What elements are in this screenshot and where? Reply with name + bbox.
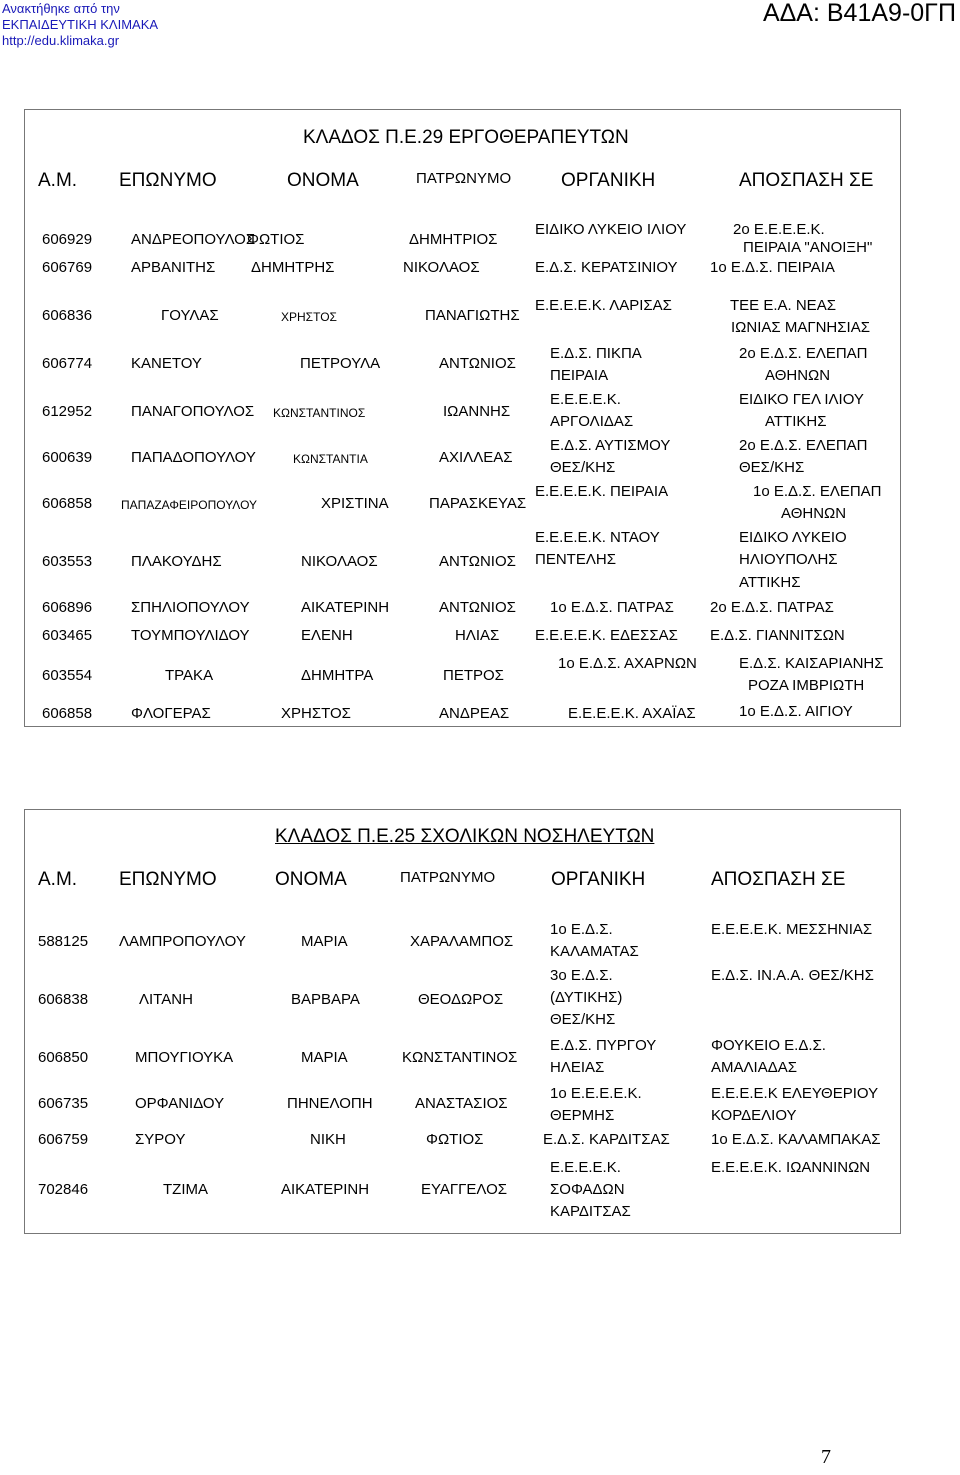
cell-name: ΠΕΤΡΟΥΛΑ: [300, 355, 381, 372]
cell-am: 606769: [42, 259, 93, 276]
cell-secondment: ΤΕΕ Ε.Α. ΝΕΑΣ: [730, 297, 836, 314]
header-organic: ΟΡΓΑΝΙΚΗ: [561, 170, 656, 191]
header-secondment: ΑΠΟΣΠΑΣΗ ΣΕ: [739, 170, 874, 191]
cell-secondment: 1ο Ε.Δ.Σ. ΑΙΓΙΟΥ: [739, 703, 853, 720]
table-pe25: [24, 809, 901, 1234]
cell-secondment: ΗΛΙΟΥΠΟΛΗΣ: [739, 551, 838, 568]
cell-am: 588125: [38, 933, 89, 950]
cell-organic: 1ο Ε.Δ.Σ.: [550, 921, 613, 938]
cell-organic: ΚΑΡΔΙΤΣΑΣ: [550, 1203, 631, 1220]
cell-father: ΠΑΝΑΓΙΩΤΗΣ: [425, 307, 520, 324]
cell-father: ΦΩΤΙΟΣ: [426, 1131, 484, 1148]
cell-father: ΘΕΟΔΩΡΟΣ: [418, 991, 504, 1008]
cell-father: ΙΩΑΝΝΗΣ: [443, 403, 511, 420]
cell-am: 603553: [42, 553, 93, 570]
cell-organic: 1ο Ε.Ε.Ε.Ε.Κ.: [550, 1085, 642, 1102]
cell-secondment: 1ο Ε.Δ.Σ. ΕΛΕΠΑΠ: [753, 483, 882, 500]
cell-secondment: ΕΙΔΙΚΟ ΛΥΚΕΙΟ: [739, 529, 847, 546]
cell-name: ΔΗΜΗΤΡΗΣ: [251, 259, 335, 276]
source-attribution: [2, 1, 158, 49]
header-am: Α.Μ.: [38, 170, 78, 191]
cell-secondment: 2ο Ε.Δ.Σ. ΕΛΕΠΑΠ: [739, 437, 868, 454]
cell-am: 606759: [38, 1131, 89, 1148]
cell-surname: ΠΛΑΚΟΥΔΗΣ: [131, 553, 222, 570]
cell-father: ΔΗΜΗΤΡΙΟΣ: [409, 231, 498, 248]
cell-name: ΧΡΙΣΤΙΝΑ: [321, 495, 389, 512]
cell-name: ΧΡΗΣΤΟΣ: [281, 705, 351, 722]
cell-organic: ΘΕΣ/ΚΗΣ: [550, 1011, 616, 1028]
cell-father: ΑΝΑΣΤΑΣΙΟΣ: [415, 1095, 508, 1112]
table-title: ΚΛΑΔΟΣ Π.Ε.29 ΕΡΓΟΘΕΡΑΠΕΥΤΩΝ: [303, 127, 629, 148]
cell-organic: Ε.Δ.Σ. ΚΕΡΑΤΣΙΝΙΟΥ: [535, 259, 678, 276]
cell-name: ΝΙΚΗ: [310, 1131, 346, 1148]
cell-father: ΑΝΤΩΝΙΟΣ: [439, 355, 516, 372]
cell-am: 606836: [42, 307, 93, 324]
cell-secondment: 2ο Ε.Δ.Σ. ΕΛΕΠΑΠ: [739, 345, 868, 362]
cell-surname: ΟΡΦΑΝΙΔΟΥ: [135, 1095, 225, 1112]
cell-father: ΑΝΤΩΝΙΟΣ: [439, 599, 516, 616]
cell-organic: ΣΟΦΑΔΩΝ: [550, 1181, 625, 1198]
cell-organic: Ε.Δ.Σ. ΠΙΚΠΑ: [550, 345, 642, 362]
cell-organic: Ε.Ε.Ε.Ε.Κ. ΠΕΙΡΑΙΑ: [535, 483, 669, 500]
cell-secondment: 2ο Ε.Ε.Ε.Ε.Κ.: [733, 221, 825, 238]
cell-secondment: Ε.Ε.Ε.Ε.Κ ΕΛΕΥΘΕΡΙΟΥ: [711, 1085, 879, 1102]
cell-secondment: ΠΕΙΡΑΙΑ "ΑΝΟΙΞΗ": [743, 239, 873, 256]
cell-organic: ΠΕΙΡΑΙΑ: [550, 367, 609, 384]
cell-am: 603554: [42, 667, 93, 684]
cell-surname: ΠΑΝΑΓΟΠΟΥΛΟΣ: [131, 403, 255, 420]
cell-am: 606774: [42, 355, 93, 372]
cell-father: ΧΑΡΑΛΑΜΠΟΣ: [410, 933, 514, 950]
cell-name: ΝΙΚΟΛΑΟΣ: [301, 553, 378, 570]
cell-secondment: ΑΘΗΝΩΝ: [781, 505, 847, 522]
header-name: ΟΝΟΜΑ: [275, 869, 347, 890]
cell-organic: Ε.Δ.Σ. ΚΑΡΔΙΤΣΑΣ: [543, 1131, 670, 1148]
cell-am: 612952: [42, 403, 93, 420]
header-secondment: ΑΠΟΣΠΑΣΗ ΣΕ: [711, 869, 846, 890]
cell-secondment: Ε.Ε.Ε.Ε.Κ. ΜΕΣΣΗΝΙΑΣ: [711, 921, 873, 938]
cell-am: 606896: [42, 599, 93, 616]
page-number: 7: [821, 1446, 831, 1468]
cell-surname: ΓΟΥΛΑΣ: [161, 307, 219, 324]
header-father: ΠΑΤΡΩΝΥΜΟ: [400, 869, 496, 886]
cell-secondment: Ε.Δ.Σ. ΙΝ.Α.Α. ΘΕΣ/ΚΗΣ: [711, 967, 874, 984]
cell-father: ΠΕΤΡΟΣ: [443, 667, 504, 684]
cell-name: ΧΡΗΣΤΟΣ: [281, 310, 337, 324]
cell-organic: 1ο Ε.Δ.Σ. ΑΧΑΡΝΩΝ: [558, 655, 697, 672]
cell-organic: ΗΛΕΙΑΣ: [550, 1059, 605, 1076]
cell-am: 606838: [38, 991, 89, 1008]
cell-secondment: ΘΕΣ/ΚΗΣ: [739, 459, 805, 476]
cell-surname: ΤΡΑΚΑ: [165, 667, 214, 684]
source-line-2[interactable]: ΕΚΠΑΙΔΕΥΤΙΚΗ ΚΛΙΜΑΚΑ: [2, 17, 159, 32]
cell-father: ΗΛΙΑΣ: [455, 627, 500, 644]
cell-organic: Ε.Ε.Ε.Ε.Κ. ΑΧΑΪΑΣ: [568, 705, 696, 722]
cell-organic: 1ο Ε.Δ.Σ. ΠΑΤΡΑΣ: [550, 599, 674, 616]
cell-organic: Ε.Ε.Ε.Ε.Κ. ΛΑΡΙΣΑΣ: [535, 297, 672, 314]
cell-am: 606929: [42, 231, 93, 248]
cell-organic: Ε.Ε.Ε.Ε.Κ.: [550, 1159, 621, 1176]
cell-organic: ΚΑΛΑΜΑΤΑΣ: [550, 943, 639, 960]
cell-secondment: ΑΜΑΛΙΑΔΑΣ: [711, 1059, 797, 1076]
cell-am: 600639: [42, 449, 93, 466]
cell-father: ΚΩΝΣΤΑΝΤΙΝΟΣ: [402, 1049, 518, 1066]
cell-secondment: Ε.Δ.Σ. ΚΑΙΣΑΡΙΑΝΗΣ: [739, 655, 884, 672]
cell-surname: ΚΑΝΕΤΟΥ: [131, 355, 202, 372]
cell-surname: ΑΡΒΑΝΙΤΗΣ: [131, 259, 216, 276]
cell-name: ΑΙΚΑΤΕΡΙΝΗ: [281, 1181, 370, 1198]
cell-am: 606735: [38, 1095, 89, 1112]
cell-organic: Ε.Δ.Σ. ΠΥΡΓΟΥ: [550, 1037, 657, 1054]
cell-name: ΠΗΝΕΛΟΠΗ: [287, 1095, 373, 1112]
table-pe29: [24, 109, 901, 727]
cell-organic: (ΔΥΤΙΚΗΣ): [550, 989, 623, 1006]
cell-name: ΦΩΤΙΟΣ: [247, 231, 305, 248]
cell-secondment: Ε.Δ.Σ. ΓΙΑΝΝΙΤΣΩΝ: [710, 627, 845, 644]
cell-secondment: ΕΙΔΙΚΟ ΓΕΛ ΙΛΙΟΥ: [739, 391, 864, 408]
header-organic: ΟΡΓΑΝΙΚΗ: [551, 869, 646, 890]
cell-organic: ΕΙΔΙΚΟ ΛΥΚΕΙΟ ΙΛΙΟΥ: [535, 221, 687, 238]
header-surname: ΕΠΩΝΥΜΟ: [119, 170, 217, 191]
header-surname: ΕΠΩΝΥΜΟ: [119, 869, 217, 890]
cell-father: ΝΙΚΟΛΑΟΣ: [403, 259, 480, 276]
cell-surname: ΛΙΤΑΝΗ: [139, 991, 193, 1008]
cell-secondment: 1ο Ε.Δ.Σ. ΚΑΛΑΜΠΑΚΑΣ: [711, 1131, 881, 1148]
cell-am: 606850: [38, 1049, 89, 1066]
table-title: ΚΛΑΔΟΣ Π.Ε.25 ΣΧΟΛΙΚΩΝ ΝΟΣΗΛΕΥΤΩΝ: [275, 826, 655, 847]
cell-secondment: 2ο Ε.Δ.Σ. ΠΑΤΡΑΣ: [710, 599, 834, 616]
cell-father: ΠΑΡΑΣΚΕΥΑΣ: [429, 495, 527, 512]
cell-surname: ΣΠΗΛΙΟΠΟΥΛΟΥ: [131, 599, 250, 616]
cell-name: ΚΩΝΣΤΑΝΤΙΝΟΣ: [273, 406, 366, 420]
cell-organic: Ε.Ε.Ε.Ε.Κ.: [550, 391, 621, 408]
source-line-1[interactable]: Ανακτήθηκε από την: [2, 1, 120, 16]
cell-secondment: ΡΟΖΑ ΙΜΒΡΙΩΤΗ: [748, 677, 865, 694]
cell-surname: ΠΑΠΑΔΟΠΟΥΛΟΥ: [131, 449, 256, 466]
cell-name: ΜΑΡΙΑ: [301, 933, 348, 950]
cell-secondment: ΙΩΝΙΑΣ ΜΑΓΝΗΣΙΑΣ: [731, 319, 870, 336]
cell-secondment: ΑΤΤΙΚΗΣ: [765, 413, 827, 430]
cell-surname: ΣΥΡΟΥ: [135, 1131, 186, 1148]
cell-organic: 3ο Ε.Δ.Σ.: [550, 967, 613, 984]
cell-father: ΑΝΤΩΝΙΟΣ: [439, 553, 516, 570]
source-url-link[interactable]: http://edu.klimaka.gr: [2, 33, 120, 48]
ada-code: ΑΔΑ: Β41Α9-0ΓΠ: [762, 0, 956, 27]
cell-surname: ΤΖΙΜΑ: [163, 1181, 208, 1198]
cell-name: ΜΑΡΙΑ: [301, 1049, 348, 1066]
cell-name: ΔΗΜΗΤΡΑ: [301, 667, 374, 684]
cell-organic: Ε.Δ.Σ. ΑΥΤΙΣΜΟΥ: [550, 437, 671, 454]
cell-organic: ΑΡΓΟΛΙΔΑΣ: [550, 413, 634, 430]
cell-secondment: ΦΟΥΚΕΙΟ Ε.Δ.Σ.: [711, 1037, 826, 1054]
cell-secondment: 1ο Ε.Δ.Σ. ΠΕΙΡΑΙΑ: [710, 259, 835, 276]
cell-organic: ΠΕΝΤΕΛΗΣ: [535, 551, 616, 568]
header-name: ΟΝΟΜΑ: [287, 170, 359, 191]
cell-surname: ΠΑΠΑΖΑΦΕΙΡΟΠΟΥΛΟΥ: [121, 498, 258, 512]
cell-name: ΑΙΚΑΤΕΡΙΝΗ: [301, 599, 390, 616]
cell-organic: ΘΕΣ/ΚΗΣ: [550, 459, 616, 476]
cell-name: ΕΛΕΝΗ: [301, 627, 353, 644]
cell-secondment: ΑΘΗΝΩΝ: [765, 367, 831, 384]
cell-father: ΑΝΔΡΕΑΣ: [439, 705, 510, 722]
cell-surname: ΑΝΔΡΕΟΠΟΥΛΟΣ: [131, 231, 256, 248]
cell-surname: ΦΛΟΓΕΡΑΣ: [131, 705, 211, 722]
cell-organic: Ε.Ε.Ε.Ε.Κ. ΝΤΑΟΥ: [535, 529, 660, 546]
cell-secondment: Ε.Ε.Ε.Ε.Κ. ΙΩΑΝΝΙΝΩΝ: [711, 1159, 871, 1176]
cell-name: ΚΩΝΣΤΑΝΤΙΑ: [293, 452, 368, 466]
cell-organic: ΘΕΡΜΗΣ: [550, 1107, 615, 1124]
cell-am: 606858: [42, 495, 93, 512]
cell-secondment: ΑΤΤΙΚΗΣ: [739, 574, 801, 591]
cell-surname: ΤΟΥΜΠΟΥΛΙΔΟΥ: [131, 627, 250, 644]
cell-am: 606858: [42, 705, 93, 722]
cell-surname: ΛΑΜΠΡΟΠΟΥΛΟΥ: [119, 933, 246, 950]
cell-am: 603465: [42, 627, 93, 644]
header-father: ΠΑΤΡΩΝΥΜΟ: [416, 170, 512, 187]
cell-am: 702846: [38, 1181, 89, 1198]
cell-secondment: ΚΟΡΔΕΛΙΟΥ: [711, 1107, 797, 1124]
cell-organic: Ε.Ε.Ε.Ε.Κ. ΕΔΕΣΣΑΣ: [535, 627, 678, 644]
cell-father: ΕΥΑΓΓΕΛΟΣ: [421, 1181, 508, 1198]
cell-surname: ΜΠΟΥΓΙΟΥΚΑ: [135, 1049, 234, 1066]
cell-father: ΑΧΙΛΛΕΑΣ: [439, 449, 513, 466]
cell-name: ΒΑΡΒΑΡΑ: [291, 991, 360, 1008]
header-am: Α.Μ.: [38, 869, 78, 890]
